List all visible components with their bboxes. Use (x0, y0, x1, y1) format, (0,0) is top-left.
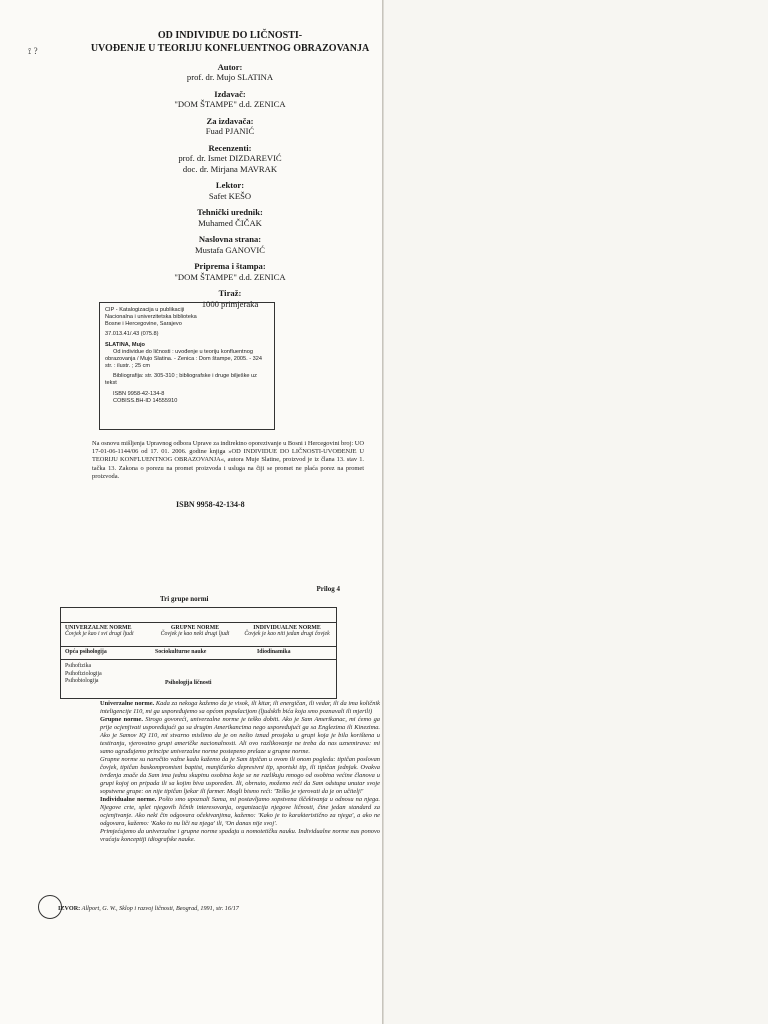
credits-list (100, 56, 360, 309)
norm-term: Individualne norme. (100, 796, 157, 803)
norms-table (60, 607, 337, 699)
cip-author: SLATINA, Mujo (105, 341, 145, 348)
cip-line: Nacionalna i univerzitetska biblioteka (105, 314, 197, 321)
book-title-line2: UVOĐENJE U TEORIJU KONFLUENTNOG OBRAZOVANJA (90, 42, 370, 54)
cip-description: Od individue do ličnosti : uvođenje u teoriju konfluentnog obrazovanja / Mujo Slatina. - Zenica : Dom štampe, 2005. - 324 str. : ilustr. ; 25 cm (105, 348, 263, 370)
credit-name: "DOM ŠTAMPE" d.d. ZENICA (174, 271, 286, 282)
cip-record (99, 302, 275, 430)
credit-name: Mustafa GANOVIĆ (195, 244, 265, 255)
appendix-table-title: Tri grupe normi (160, 595, 209, 603)
norms-row2-c1: Opća psihologija (65, 649, 107, 655)
cip-isbn: ISBN 9958-42-134-8 (113, 390, 165, 397)
cip-line: Bosne i Hercegovine, Sarajevo (105, 321, 182, 328)
credit-name: prof. dr. Ismet DIZDAREVIĆ (178, 153, 282, 164)
norms-col1-sub: Čovjek je kao i svi drugi ljudi (65, 631, 134, 637)
norm-term: Grupne norme. (100, 716, 143, 723)
norm-term: Univerzalne norme. (100, 700, 155, 707)
norms-row3-c2: Psihologija ličnosti (165, 680, 212, 686)
credit-name: Fuad PJANIĆ (205, 126, 255, 137)
appendix-source (58, 905, 358, 912)
credit-role: Lektor: (215, 180, 245, 191)
appendix-body (100, 700, 380, 844)
norm-text: Strogo govoreći, univerzalne norme je teško dobiti. Ako je Sam Amerikanac, mi ćemo ga prije ocjenjivati uspoređujući ga sa drugim Amerikancima nego uspoređujući ga sa Englezima ili Kinezima. Ako je Samov IQ 110, mi stvarno mislimo da je on nešto iznad prosjeka u grupi koja je bila korištena u testiranju, vjerovatno grupi američke nacionalnosti. Ali ovo razlikovanje ne treba da nas uznemirava: mi samo ugrađujemo principe univerzalne norme postepeno prelaze u grupne norme. (100, 716, 381, 755)
credit-role: Priprema i štampa: (194, 261, 266, 272)
norms-row3-c1c: Psihobiologija (65, 678, 99, 685)
margin-scribble: ⟟ ? (28, 46, 38, 56)
isbn: ISBN 9958-42-134-8 (176, 500, 245, 509)
cip-cobiss: COBISS.BH-ID 14555910 (113, 397, 178, 404)
credit-name: Safet KEŠO (208, 190, 252, 201)
appendix-paragraph (100, 796, 380, 828)
norm-text: Kada za nekoga kažemo da je visok, ili kitar, ili energičan, ili vedar, ili da ima količnik inteligencije 110, mi ga uspoređujemo sa općom populacijom (ljudskih bića koja smo poznavali ili mjerili) (100, 700, 380, 715)
credit-role: Tehnički urednik: (197, 207, 263, 218)
credit-name: prof. dr. Mujo SLATINA (186, 72, 274, 83)
appendix-paragraph (100, 700, 380, 716)
appendix-paragraph (100, 828, 380, 844)
cip-line: CIP - Katalogizacija u publikaciji (105, 307, 185, 313)
norms-col1-head: UNIVERZALNE NORME (65, 625, 132, 631)
book-title-block (80, 30, 380, 55)
norm-text: Grupne norme su naročito važne kada kažemo da je Sam tipičan u ovom ili onom pogledu: tipičan poslovan čovjek, tipičan baskompromisni baptist, manjičarko depresivni tip, sportski tip, ili tipičan jednjak. Ovakva tvrđenja znače da Sam ima jednu skupinu osobina koje se ne razlikuju mnogo od osobina većine članova u grupi kojoj on pripada ili sa kojim biva uspoređen. Ili, obrnuto, možemo reći da Sam odstupa unutar svoje sopstvene grupe: on nije tipičan ljekar ili farmer. Mogli bismo reći: 'Teško je vjerovati da je on učitelj!' (100, 756, 380, 795)
credit-role: Naslovna strana: (198, 234, 262, 245)
source-label: IZVOR: (58, 905, 81, 912)
appendix-paragraph (100, 716, 380, 756)
credit-name: Muhamed ČIČAK (198, 217, 262, 228)
credit-name: "DOM ŠTAMPE" d.d. ZENICA (174, 99, 286, 110)
appendix-box (40, 585, 381, 885)
source-text: Allport, G. W., Sklop i razvoj ličnosti, Beograd, 1991, str. 16/17 (80, 905, 239, 912)
credit-role: Recenzenti: (208, 142, 252, 153)
appendix-paragraph (100, 756, 380, 796)
credit-role: Autor: (217, 62, 243, 72)
tax-note: Na osnovu mišljenja Upravnog odbora Uprave za indirektno oporezivanje u Bosni i Hercegovini broj: UO 17-01-06-1144/06 od 17. 01. 2006. godine knjiga »OD INDIVIDUE DO LIČNOSTI-UVOĐENJE U TEORIJU KONFLUENTNOG OBRAZOVANJA«, autora Muje Slatine, proizvod je iz člana 13. stav 1. tačka 13. Zakona o porezu na promet proizvoda i usluga na čiji se promet ne plaća porez na promet proizvoda. (92, 440, 364, 480)
credit-role: Tiraž: (218, 288, 242, 299)
credit-role: Izdavač: (214, 88, 246, 99)
norms-row2-c3: Idiodinamika (257, 649, 291, 655)
appendix-label: Prilog 4 (316, 585, 340, 593)
norms-row2-c2: Sociokulturne nauke (155, 649, 207, 655)
cip-udk: 37.013.41/.43 (075.8) (105, 331, 159, 338)
credit-role: Za izdavača: (206, 115, 254, 126)
norms-col3-sub: Čovjek je kao niti jedan drugi čovjek (244, 631, 330, 637)
norms-col2-head: GRUPNE NORME (170, 625, 220, 631)
norm-text: Primjećujemo da univerzalne i grupne norme spadaju u nomotetičku nauku. Individualne norme nas ponovo vraćaju konceptiji idiografske nauke. (100, 828, 380, 843)
right-page (384, 0, 768, 1024)
cip-bibliography: Bibliografija: str. 305-310 ; bibliografske i druge bilješke uz tekst (105, 373, 257, 387)
norm-text: Pošto smo upoznali Sama, mi postavljamo sopstvena iščekivanja u odnosu na njega. Njegove crte, splet njegovih ličnih interesovanja, organizacija njegove ličnosti, čine jedan standard za ocjenjivanje. Ako neki čin odgovara očekivanjima, kažemo: 'Kako je to karakteristično za njega', a ako ne odgovara, kažemo: 'Kako to nu liči na njega' ili, 'On danas nije svoj'. (100, 796, 380, 827)
credit-name: 1000 primjeraka (201, 298, 259, 309)
norms-col3-head: INDIVIDUALNE NORME (253, 625, 321, 631)
norms-col2-sub: Čovjek je kao neki drugi ljudi (160, 631, 230, 637)
norms-row3-c1a: Psihofizika (65, 663, 92, 669)
norms-row3-c1b: Psihofiziologija (65, 670, 102, 677)
book-title-line1: OD INDIVIDUE DO LIČNOSTI- (157, 30, 303, 41)
credit-name: doc. dr. Mirjana MAVRAK (182, 163, 278, 174)
